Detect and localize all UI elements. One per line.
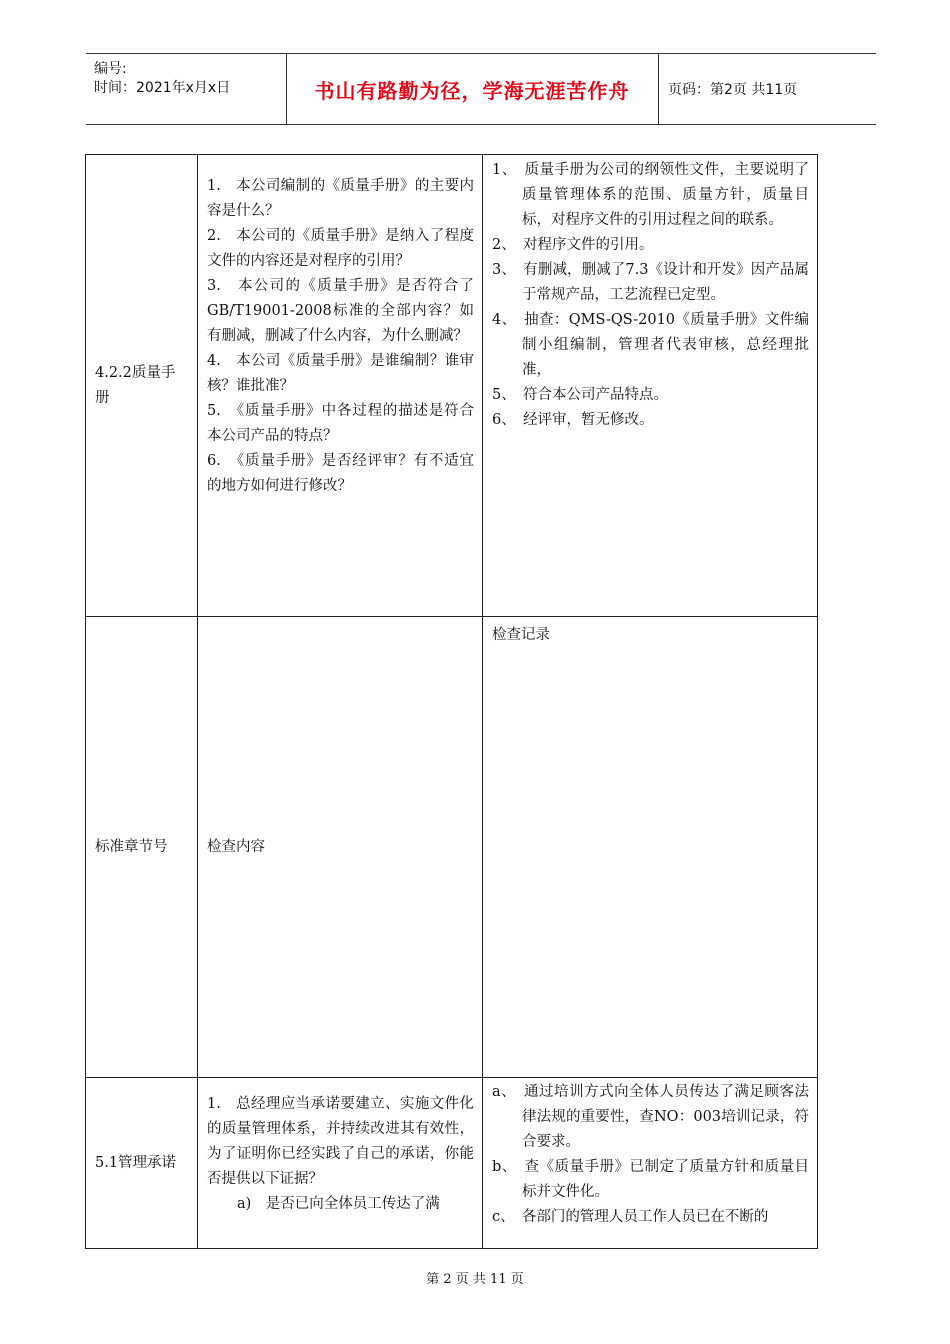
- clause-header: 标准章节号: [95, 838, 168, 855]
- table-row: [86, 155, 818, 617]
- document-number-label: 编号:: [94, 61, 127, 77]
- record-header: 检查记录: [492, 627, 550, 643]
- page-footer: 第 2 页 共 11 页: [426, 1272, 524, 1287]
- record-item: b、 查《质量手册》已制定了质量方针和质量目标并文件化。: [492, 1159, 809, 1200]
- record-item: 1、 质量手册为公司的纲领性文件，主要说明了质量管理体系的范围、质量方针，质量目标，对程序文件的引用过程之间的联系。: [492, 162, 809, 228]
- question-item: 5. 《质量手册》中各过程的描述是符合本公司产品的特点？: [207, 403, 474, 444]
- question-item: 1. 总经理应当承诺要建立、实施文件化的质量管理体系，并持续改进其有效性，为了证明你已经实践了自己的承诺，你能否提供以下证据？: [207, 1096, 474, 1187]
- question-item: 2. 本公司的《质量手册》是纳入了程度文件的内容还是对程序的引用？: [207, 228, 474, 269]
- table-row: [86, 1078, 818, 1249]
- record-item: 2、 对程序文件的引用。: [492, 237, 654, 253]
- questions-cell: [198, 1078, 483, 1249]
- question-item: 6. 《质量手册》是否经评审？有不适宜的地方如何进行修改？: [207, 453, 474, 494]
- record-item: 3、 有删减，删减了7.3《设计和开发》因产品属于常规产品，工艺流程已定型。: [492, 262, 809, 303]
- header-motto: 书山有路勤为径，学海无涯苦作舟: [314, 78, 630, 103]
- header-divider: [658, 54, 659, 124]
- question-item: 4. 本公司《质量手册》是谁编制？谁审核？谁批准？: [207, 353, 474, 394]
- record-item: 4、 抽查：QMS-QS-2010《质量手册》文件编制小组编制，管理者代表审核，总经理批准，: [492, 312, 809, 378]
- header-meta: [94, 60, 284, 98]
- questions-cell: [198, 155, 483, 617]
- records-list: [483, 1078, 817, 1236]
- clause-cell: [86, 155, 198, 617]
- audit-checklist-table: [85, 154, 818, 1249]
- questions-list: [198, 155, 482, 505]
- clause-text: 4.2.2质量手册: [95, 364, 176, 406]
- table-header-row: [86, 617, 818, 1078]
- question-item: 1. 本公司编制的《质量手册》的主要内容是什么？: [207, 178, 474, 219]
- records-list: [483, 155, 817, 439]
- record-item: c、 各部门的管理人员工作人员已在不断的: [492, 1209, 769, 1225]
- records-cell: [483, 155, 818, 617]
- questions-list: [198, 1078, 482, 1223]
- question-item: 3. 本公司的《质量手册》是否符合了GB/T19001-2008标准的全部内容？如有删减，删减了什么内容，为什么删减？: [207, 278, 474, 344]
- header-page-number: 页码：第2页 共11页: [668, 82, 798, 98]
- record-item: a、 通过培训方式向全体人员传达了满足顾客法律法规的重要性，查NO：003培训记录，符合要求。: [492, 1084, 809, 1150]
- record-item: 5、 符合本公司产品特点。: [492, 387, 668, 403]
- clause-header-cell: [86, 617, 198, 1078]
- clause-text: 5.1管理承诺: [95, 1154, 177, 1171]
- content-header: 检查内容: [207, 838, 265, 855]
- document-time-label: 时间：2021年x月x日: [94, 80, 231, 96]
- record-header-cell: [483, 617, 818, 1078]
- records-cell: [483, 1078, 818, 1249]
- page-header: [86, 53, 876, 125]
- sub-question-item: a) 是否已向全体员工传达了满: [237, 1196, 440, 1212]
- record-item: 6、 经评审，暂无修改。: [492, 412, 654, 428]
- content-header-cell: [198, 617, 483, 1078]
- clause-cell: [86, 1078, 198, 1249]
